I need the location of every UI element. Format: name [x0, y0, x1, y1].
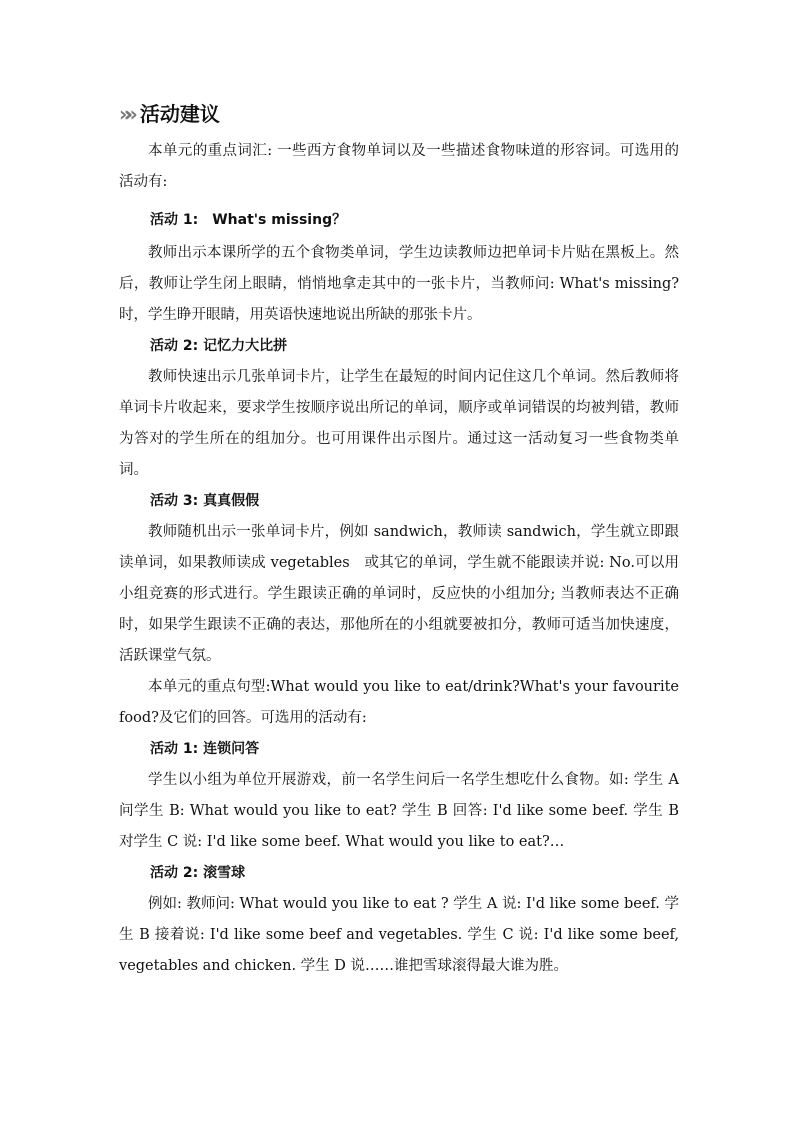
document-page: [119, 96, 679, 982]
activity-4-body: 学生以小组为单位开展游戏，前一名学生问后一名学生想吃什么食物。如: 学生 A 问学生 B: What would you like to eat? 学生 B 回答: I'd like some beef. 学生 B 对学生 C 说: I'd like some beef. What would you like to eat?…: [119, 772, 679, 850]
activity-5-title: 活动 2: 滚雪球: [150, 865, 246, 881]
section-title: 活动建议: [139, 102, 220, 126]
activity-1-title: 活动 1: What's missing？: [150, 212, 347, 228]
activity-5-body: 例如: 教师问: What would you like to eat ? 学生 A 说: I'd like some beef. 学生 B 接着说: I'd like some beef and vegetables. 学生 C 说: I'd like some beef, vegetables and chicken. 学生 D 说……谁把雪球滚得最大谁为胜。: [119, 896, 679, 974]
intro-paragraph-vocabulary: 本单元的重点词汇: 一些西方食物单词以及一些描述食物味道的形容词。可选用的活动有:: [119, 143, 679, 190]
double-chevron-icon: »»: [119, 102, 131, 126]
activity-2-title: 活动 2: 记忆力大比拼: [150, 338, 288, 354]
activity-4-title: 活动 1: 连锁问答: [150, 741, 260, 757]
intro-paragraph-sentences: 本单元的重点句型:What would you like to eat/drink?What's your favourite food?及它们的回答。可选用的活动有:: [119, 679, 679, 726]
activity-3-title: 活动 3: 真真假假: [150, 493, 260, 509]
activity-2-body: 教师快速出示几张单词卡片，让学生在最短的时间内记住这几个单词。然后教师将单词卡片收起来，要求学生按顺序说出所记的单词，顺序或单词错误的均被判错，教师为答对的学生所在的组加分。也可用课件出示图片。通过这一活动复习一些食物类单词。: [119, 369, 679, 478]
section-heading: [119, 96, 679, 132]
activity-1-body: 教师出示本课所学的五个食物类单词，学生边读教师边把单词卡片贴在黑板上。然后，教师让学生闭上眼睛，悄悄地拿走其中的一张卡片，当教师问: What's missing? 时，学生睁开眼睛，用英语快速地说出所缺的那张卡片。: [119, 245, 679, 323]
activity-3-body: 教师随机出示一张单词卡片，例如 sandwich，教师读 sandwich，学生就立即跟读单词，如果教师读成 vegetables 或其它的单词，学生就不能跟读并说: No.可以用小组竞赛的形式进行。学生跟读正确的单词时，反应快的小组加分; 当教师表达不正确时，如果学生跟读不正确的表达，那他所在的小组就要被扣分，教师可适当加快速度，活跃课堂气氛。: [119, 524, 679, 664]
